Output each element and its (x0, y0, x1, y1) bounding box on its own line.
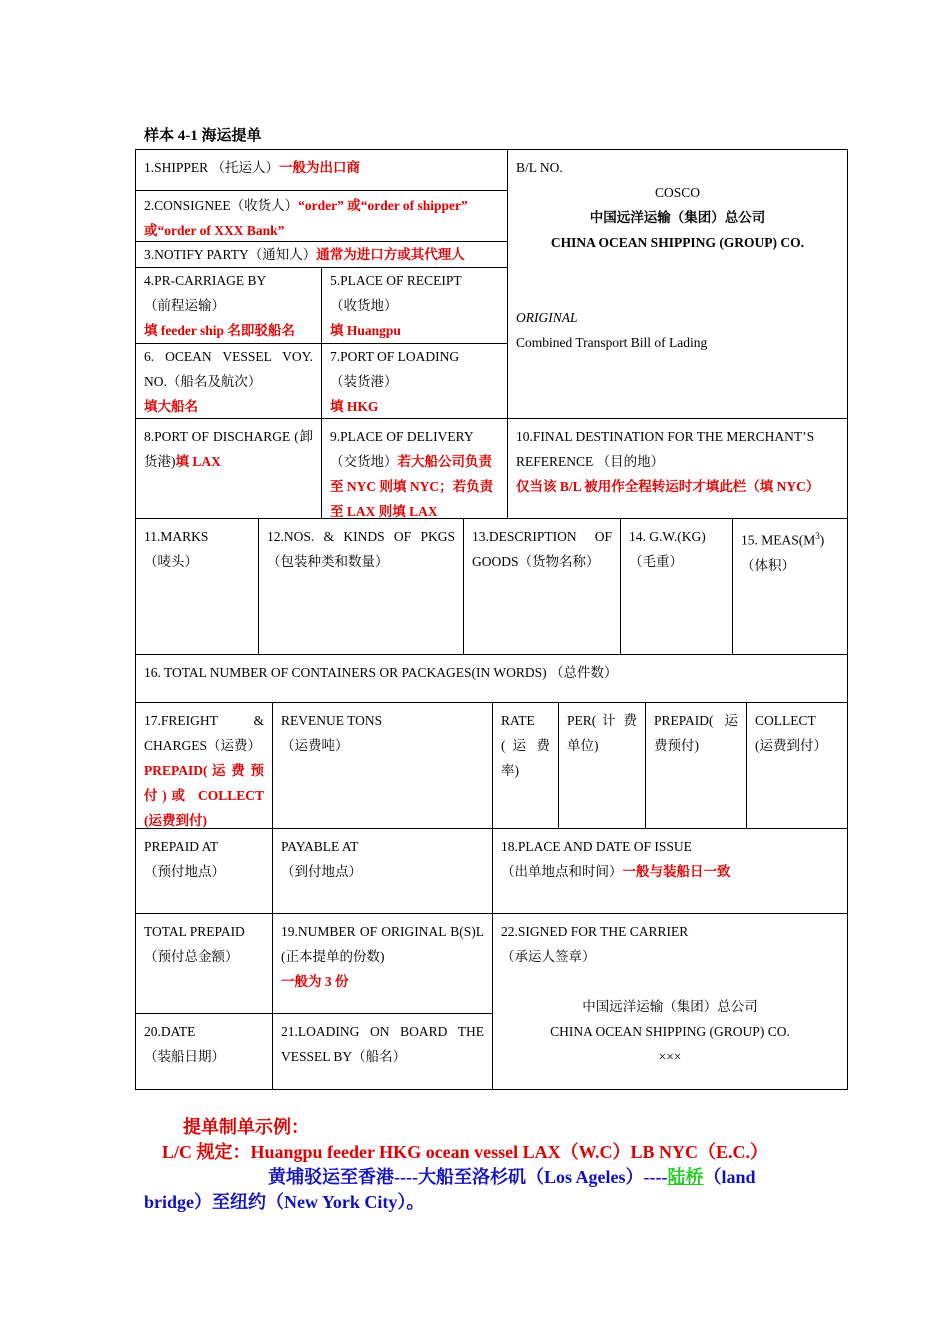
freight-charges-cell (135, 702, 273, 829)
route-part-b: （land (703, 1167, 756, 1187)
shipper-cell (135, 149, 508, 191)
date-label: 20.DATE (144, 1024, 196, 1039)
precarriage-label-cn: （前程运输） (144, 298, 225, 313)
collect-label-cn: (运费到付） (755, 738, 827, 753)
meas-label-cn: （体积） (741, 557, 795, 573)
marks-label: 11.MARKS (144, 529, 209, 544)
loading-vessel-cell (272, 1013, 493, 1090)
discharge-label: 8.PORT OF DISCHARGE (卸货港) (144, 429, 313, 469)
place-date-label: 18.PLACE AND DATE OF ISSUE (501, 839, 692, 854)
prepaid-at-label-cn: （预付地点） (144, 864, 225, 879)
document-type: Combined Transport Bill of Lading (516, 335, 708, 350)
signed-for-carrier-cell (492, 913, 848, 1090)
revenue-label-cn: （运费吨） (281, 738, 349, 753)
loading-note: 填 HKG (330, 399, 379, 414)
land-bridge-link[interactable]: 陆桥 (667, 1167, 704, 1187)
payable-at-label: PAYABLE AT (281, 839, 359, 854)
gross-weight-cell (620, 518, 733, 655)
loading-label: 7.PORT OF LOADING (330, 349, 460, 364)
pkgs-label: 12.NOS. & KINDS OF PKGS （包装种类和数量） (267, 529, 455, 569)
freight-label: 17.FREIGHT & CHARGES（运费） (144, 713, 264, 753)
meas-label: 15. MEAS(M (741, 532, 816, 548)
signed-company-en: CHINA OCEAN SHIPPING (GROUP) CO. (550, 1024, 790, 1039)
gw-label-cn: （毛重） (629, 554, 683, 569)
payable-at-cell (272, 828, 493, 914)
notify-note: 通常为进口方或其代理人 (316, 247, 465, 262)
shipper-note: 一般为出口商 (279, 160, 361, 175)
meas-label-row (741, 524, 839, 553)
packages-cell (258, 518, 464, 655)
discharge-note: 填 LAX (175, 454, 221, 469)
place-of-delivery-cell (321, 418, 508, 519)
collect-cell (746, 702, 848, 829)
vessel-label: 6. OCEAN VESSEL VOY. NO.（船名及航次） (144, 349, 313, 389)
place-date-note: 一般与装船日一致 (622, 864, 731, 879)
shipper-label: 1.SHIPPER （托运人） (144, 160, 280, 175)
meas-label-end: ) (819, 532, 825, 548)
final-dest-note: 仅当该 B/L 被用作全程转运时才填此栏（填 NYC） (516, 479, 820, 494)
consignee-label: 2.CONSIGNEE（收货人） (144, 198, 299, 213)
route-line (268, 1165, 755, 1190)
delivery-label: 9.PLACE OF DELIVERY （交货地） (330, 429, 474, 469)
lc-rule: L/C 规定：Huangpu feeder HKG ocean vessel LAX（W.C）LB NYC（E.C.） (162, 1142, 769, 1162)
signature-mark: ××× (658, 1049, 682, 1064)
precarriage-label: 4.PR-CARRIAGE BY (144, 273, 267, 288)
rate-cell (492, 702, 559, 829)
original-label: ORIGINAL (516, 310, 578, 325)
notify-label: 3.NOTIFY PARTY（通知人） (144, 247, 317, 262)
total-prepaid-label-cn: （预付总金额） (144, 949, 239, 964)
originals-note: 一般为 3 份 (281, 974, 349, 989)
carrier-name-cn: 中国远洋运输（集团）总公司 (589, 210, 766, 225)
meas-sup: 3 (815, 531, 820, 541)
route-part-a: 黄埔驳运至香港----大船至洛杉矶（Los Ageles）---- (268, 1167, 668, 1187)
bl-number-label: B/L NO. (516, 160, 563, 175)
loading-vessel-label: 21.LOADING ON BOARD THE VESSEL BY（船名） (281, 1024, 484, 1064)
loading-label-cn: （装货港） (330, 374, 398, 389)
delivery-note: 若大船公司负责至 NYC 则填 NYC；若负责至 LAX 则填 LAX (330, 454, 494, 519)
prepaid-at-cell (135, 828, 273, 914)
place-of-receipt-cell (321, 267, 508, 344)
signed-label: 22.SIGNED FOR THE CARRIER (501, 924, 689, 939)
receipt-note: 填 Huangpu (330, 323, 401, 338)
consignee-note: “order” 或“order of shipper” 或“order of XXX Bank” (144, 198, 468, 238)
payable-at-label-cn: （到付地点） (281, 864, 362, 879)
freight-note: PREPAID( 运 费 预付)或 COLLECT (运费到付) (144, 763, 264, 828)
originals-label: 19.NUMBER OF ORIGINAL B(S)L (正本提单的份数) (281, 924, 484, 964)
total-prepaid-label: TOTAL PREPAID (144, 924, 245, 939)
marks-cell (135, 518, 259, 655)
date-label-cn: （装船日期） (144, 1049, 225, 1064)
final-dest-label: 10.FINAL DESTINATION FOR THE MERCHANT’S REFERENCE （目的地） (516, 429, 815, 469)
place-date-issue-cell (492, 828, 848, 914)
prepaid-at-label: PREPAID AT (144, 839, 219, 854)
vessel-note: 填大船名 (144, 399, 198, 414)
measurement-cell (732, 518, 848, 655)
ocean-vessel-cell (135, 343, 322, 419)
total-prepaid-cell (135, 913, 273, 1014)
final-destination-cell (507, 418, 848, 519)
carrier-name-en: CHINA OCEAN SHIPPING (GROUP) CO. (550, 235, 805, 250)
signed-company-cn: 中国远洋运输（集团）总公司 (582, 999, 758, 1014)
carrier-brand: COSCO (654, 185, 700, 200)
receipt-label: 5.PLACE OF RECEIPT (330, 273, 462, 288)
precarriage-note: 填 feeder ship 名即驳船名 (144, 323, 295, 338)
rate-label: RATE (501, 713, 535, 728)
description-cell (463, 518, 621, 655)
total-containers-label: 16. TOTAL NUMBER OF CONTAINERS OR PACKAGES(IN WORDS) （总件数） (144, 665, 618, 680)
per-label: PER( 计 费 单位) (567, 713, 637, 753)
original-bl-count-cell (272, 913, 493, 1014)
port-of-loading-cell (321, 343, 508, 419)
gw-label: 14. G.W.(KG) (629, 529, 706, 544)
example-heading: 提单制单示例： (183, 1117, 309, 1137)
carrier-box (507, 149, 848, 419)
per-cell (558, 702, 646, 829)
port-of-discharge-cell (135, 418, 322, 519)
place-date-label-cn: （出单地点和时间） (501, 864, 623, 879)
receipt-label-cn: （收货地） (330, 298, 398, 313)
desc-label: 13.DESCRIPTION OF GOODS（货物名称） (472, 529, 612, 569)
revenue-label: REVENUE TONS (281, 713, 383, 728)
notify-party-cell (135, 241, 508, 268)
marks-label-cn: （唛头） (144, 554, 198, 569)
consignee-cell (135, 190, 508, 242)
document-title: 样本 4-1 海运提单 (144, 128, 262, 144)
total-containers-cell (135, 654, 848, 703)
prepaid-label: PREPAID( 运 费预付) (654, 713, 738, 753)
signed-label-cn: （承运人签章） (501, 949, 596, 964)
collect-label: COLLECT (755, 713, 816, 728)
prepaid-cell (645, 702, 747, 829)
place-date-line (501, 859, 839, 884)
route-line-2: bridge）至纽约（New York City）。 (144, 1192, 425, 1212)
rate-label-cn: ( 运 费 率) (501, 738, 550, 778)
date-cell (135, 1013, 273, 1090)
revenue-tons-cell (272, 702, 493, 829)
precarriage-cell (135, 267, 322, 344)
